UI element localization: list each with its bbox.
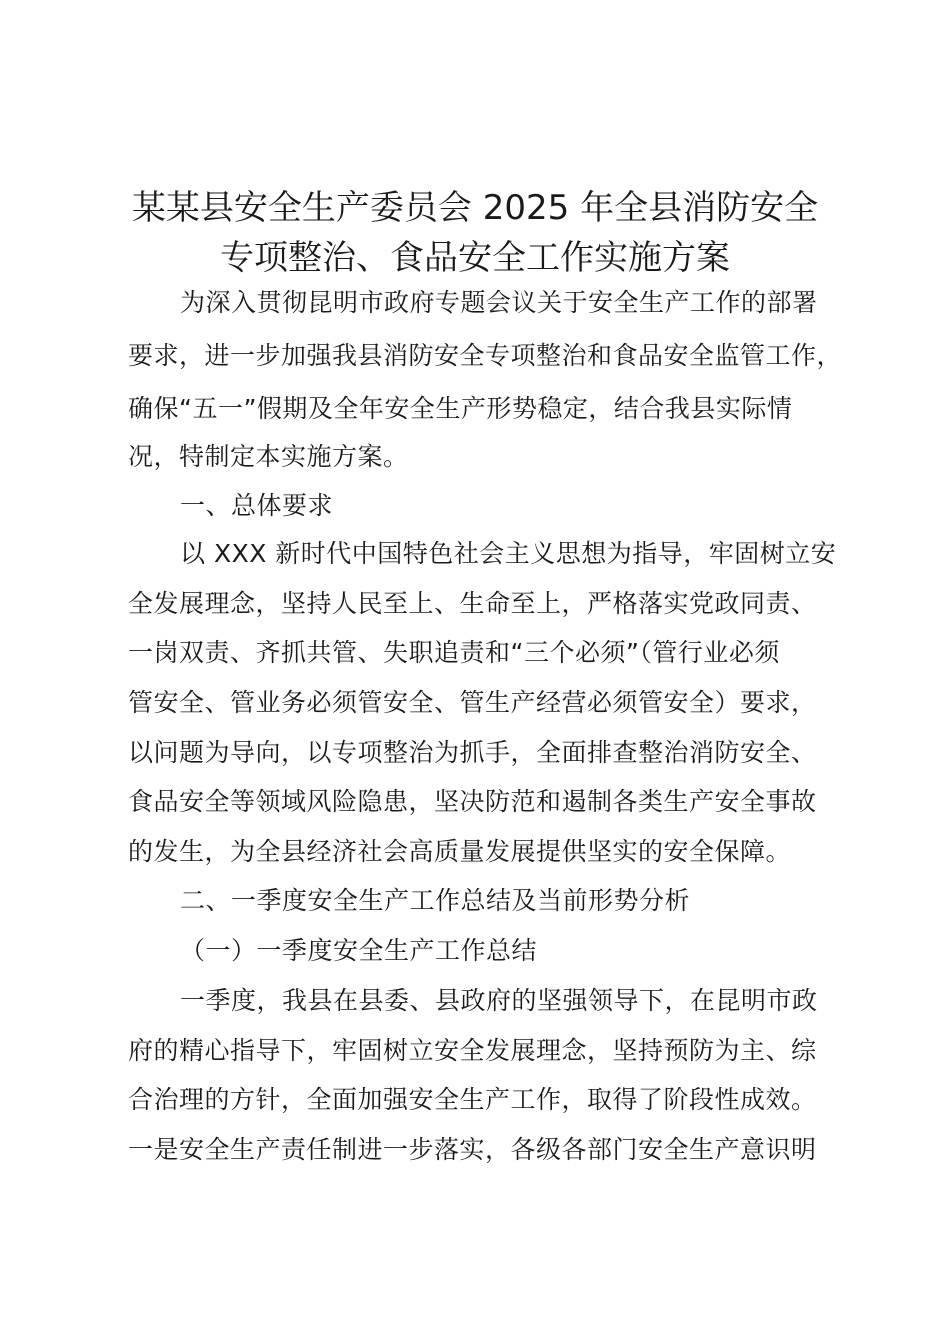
intro-line-3: 确保“五一”假期及全年安全生产形势稳定，结合我县实际情 bbox=[128, 394, 793, 423]
paragraph-line-4: 管安全、管业务必须管安全、管生产经营必须管安全）要求， bbox=[128, 688, 817, 717]
paragraph-line-5: 以问题为导向，以专项整治为抓手，全面排查整治消防安全、 bbox=[128, 738, 817, 767]
intro-line-4: 况，特制定本实施方案。 bbox=[128, 442, 409, 471]
paragraph-line-2: 全发展理念，坚持人民至上、生命至上，严格落实党政同责、 bbox=[128, 589, 817, 618]
paragraph-line-3: 一岗双责、齐抓共管、失职追责和“三个必须”（管行业必须 bbox=[128, 638, 780, 667]
paragraph-line-1: 以 XXX 新时代中国特色社会主义思想为指导，牢固树立安 bbox=[180, 539, 837, 568]
document-title-line-2: 专项整治、食品安全工作实施方案 bbox=[220, 238, 730, 278]
summary-line-1: 一季度，我县在县委、县政府的坚强领导下，在昆明市政 bbox=[180, 986, 818, 1015]
paragraph-line-6: 食品安全等领域风险隐患，坚决防范和遏制各类生产安全事故 bbox=[128, 787, 817, 816]
intro-line-2: 要求，进一步加强我县消防安全专项整治和食品安全监管工作， bbox=[128, 341, 843, 370]
subsection-heading-q1-work-summary: （一）一季度安全生产工作总结 bbox=[180, 936, 538, 965]
section-heading-general-requirements: 一、总体要求 bbox=[180, 491, 334, 520]
summary-line-2: 府的精心指导下，牢固树立安全发展理念，坚持预防为主、综 bbox=[128, 1036, 817, 1065]
intro-line-1: 为深入贯彻昆明市政府专题会议关于安全生产工作的部署 bbox=[180, 288, 818, 317]
paragraph-line-7: 的发生，为全县经济社会高质量发展提供坚实的安全保障。 bbox=[128, 837, 792, 866]
document-title-line-1: 某某县安全生产委员会 2025 年全县消防安全 bbox=[131, 188, 819, 228]
section-heading-q1-summary: 二、一季度安全生产工作总结及当前形势分析 bbox=[180, 886, 691, 915]
summary-line-4: 一是安全生产责任制进一步落实，各级各部门安全生产意识明 bbox=[128, 1135, 817, 1164]
summary-line-3: 合治理的方针，全面加强安全生产工作，取得了阶段性成效。 bbox=[128, 1085, 817, 1114]
